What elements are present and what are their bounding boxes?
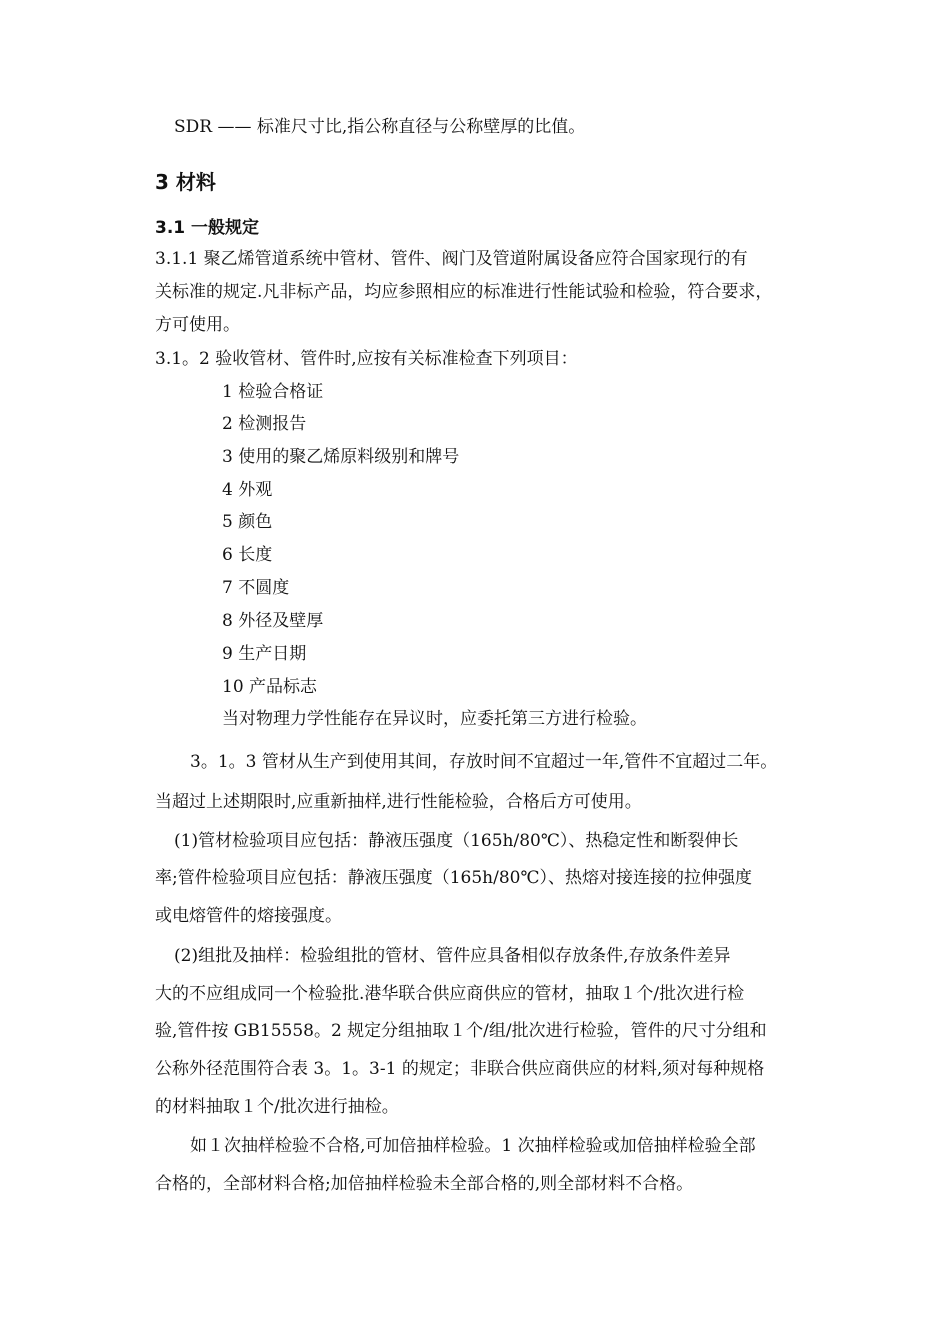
sdr-definition: SDR —— 标准尺寸比,指公称直径与公称壁厚的比值。 (174, 117, 586, 137)
paragraph-line: 当超过上述期限时,应重新抽样,进行性能检验，合格后方可使用。 (155, 792, 642, 812)
paragraph-line: (2)组批及抽样：检验组批的管材、管件应具备相似存放条件,存放条件差异 (174, 946, 731, 966)
list-item: 4 外观 (222, 480, 273, 500)
paragraph-line: 的材料抽取１个/批次进行抽检。 (155, 1097, 399, 1117)
paragraph-line: (1)管材检验项目应包括：静液压强度（165h/80℃）、热稳定性和断裂伸长 (174, 831, 739, 851)
list-item: 3 使用的聚乙烯原料级别和牌号 (222, 447, 460, 467)
subsection-heading: 3.1 一般规定 (155, 218, 260, 238)
list-item: 5 颜色 (222, 512, 273, 532)
paragraph-line: 3。1。3 管材从生产到使用其间，存放时间不宜超过一年,管件不宜超过二年。 (190, 752, 778, 772)
list-item: 8 外径及壁厚 (222, 611, 324, 631)
paragraph-line: 方可使用。 (155, 315, 240, 335)
section-heading: 3 材料 (155, 170, 216, 194)
list-item: 6 长度 (222, 545, 273, 565)
paragraph-line: 公称外径范围符合表 3。1。3-1 的规定；非联合供应商供应的材料,须对每种规格 (155, 1059, 765, 1079)
paragraph-line: 如１次抽样检验不合格,可加倍抽样检验。1 次抽样检验或加倍抽样检验全部 (190, 1136, 756, 1156)
paragraph-line: 关标准的规定.凡非标产品，均应参照相应的标准进行性能试验和检验，符合要求， (155, 282, 773, 302)
list-item: 10 产品标志 (222, 677, 318, 697)
paragraph-line: 或电熔管件的熔接强度。 (155, 906, 342, 926)
paragraph-line: 3.1。2 验收管材、管件时,应按有关标准检查下列项目： (155, 349, 578, 369)
paragraph-line: 3.1.1 聚乙烯管道系统中管材、管件、阀门及管道附属设备应符合国家现行的有 (155, 249, 748, 269)
paragraph-line: 合格的，全部材料合格;加倍抽样检验未全部合格的,则全部材料不合格。 (155, 1174, 694, 1194)
paragraph-line: 验,管件按 GB15558。2 规定分组抽取１个/组/批次进行检验，管件的尺寸分组和 (155, 1021, 767, 1041)
paragraph-line: 率;管件检验项目应包括：静液压强度（165h/80℃）、热熔对接连接的拉伸强度 (155, 868, 752, 888)
paragraph-line: 大的不应组成同一个检验批.港华联合供应商供应的管材，抽取１个/批次进行检 (155, 984, 745, 1004)
list-item: 1 检验合格证 (222, 382, 324, 402)
list-item: 2 检测报告 (222, 414, 307, 434)
list-item: 7 不圆度 (222, 578, 290, 598)
dispute-note: 当对物理力学性能存在异议时，应委托第三方进行检验。 (222, 709, 647, 729)
list-item: 9 生产日期 (222, 644, 307, 664)
